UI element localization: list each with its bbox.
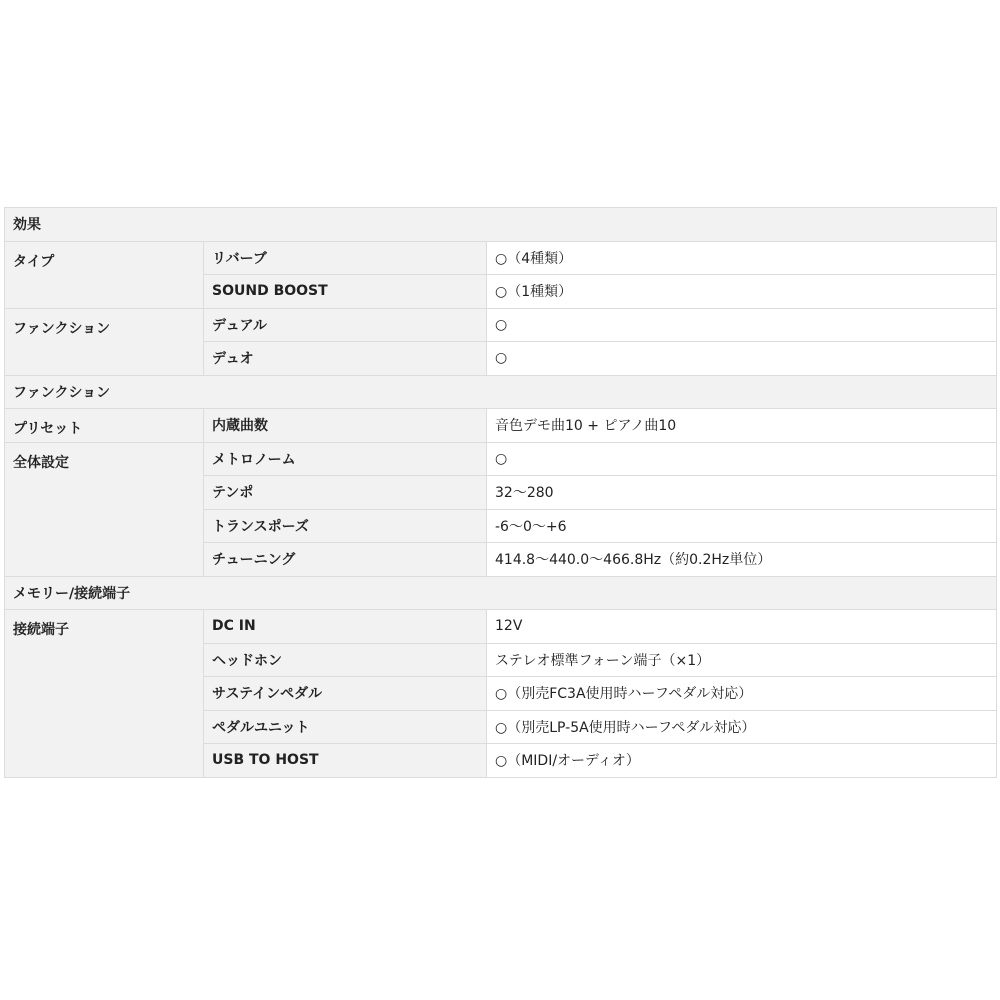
item-value: ○（MIDI/オーディオ） [487, 744, 997, 778]
item-value: 414.8〜440.0〜466.8Hz（約0.2Hz単位） [487, 543, 997, 577]
item-value: -6〜0〜+6 [487, 509, 997, 543]
item-label: メトロノーム [204, 442, 487, 476]
group-label: ファンクション [5, 308, 204, 375]
item-label: SOUND BOOST [204, 275, 487, 309]
item-label: テンポ [204, 476, 487, 510]
item-label: デュアル [204, 308, 487, 342]
table-row [5, 610, 997, 644]
item-value: 12V [487, 610, 997, 644]
group-label: 全体設定 [5, 442, 204, 576]
item-label: ペダルユニット [204, 710, 487, 744]
spec-table [4, 207, 997, 778]
item-value: ○ [487, 308, 997, 342]
item-label: USB TO HOST [204, 744, 487, 778]
item-label: DC IN [204, 610, 487, 644]
section-title: ファンクション [5, 375, 997, 409]
item-label: リバーブ [204, 241, 487, 275]
item-value: ○（4種類） [487, 241, 997, 275]
item-value: ○（別売FC3A使用時ハーフペダル対応） [487, 677, 997, 711]
table-row [5, 308, 997, 342]
section-header-connectors [5, 576, 997, 610]
item-label: トランスポーズ [204, 509, 487, 543]
item-label: チューニング [204, 543, 487, 577]
group-label: プリセット [5, 409, 204, 443]
table-row [5, 241, 997, 275]
table-row [5, 442, 997, 476]
item-value: ○ [487, 442, 997, 476]
section-header-functions [5, 375, 997, 409]
section-title: 効果 [5, 208, 997, 242]
item-label: ヘッドホン [204, 643, 487, 677]
section-title: メモリー/接続端子 [5, 576, 997, 610]
table-row [5, 409, 997, 443]
item-value: ○ [487, 342, 997, 376]
item-value: 音色デモ曲10 + ピアノ曲10 [487, 409, 997, 443]
item-label: デュオ [204, 342, 487, 376]
item-value: ○（別売LP-5A使用時ハーフペダル対応） [487, 710, 997, 744]
item-label: 内蔵曲数 [204, 409, 487, 443]
item-value: 32〜280 [487, 476, 997, 510]
item-label: サステインペダル [204, 677, 487, 711]
item-value: ○（1種類） [487, 275, 997, 309]
group-label: 接続端子 [5, 610, 204, 778]
group-label: タイプ [5, 241, 204, 308]
section-header-effects [5, 208, 997, 242]
item-value: ステレオ標準フォーン端子（×1） [487, 643, 997, 677]
